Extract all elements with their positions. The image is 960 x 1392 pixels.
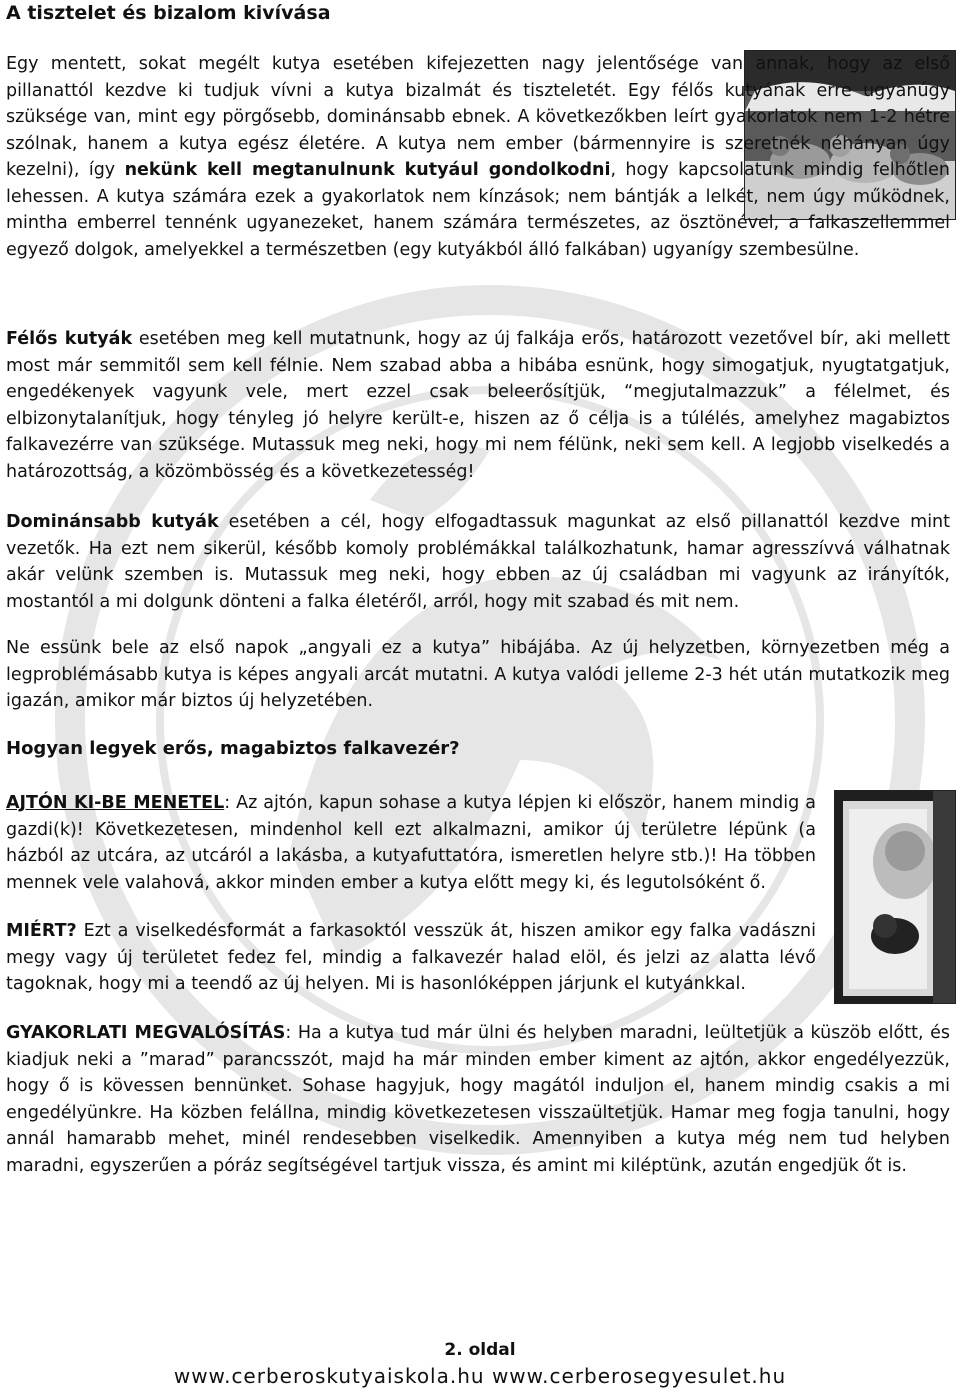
paragraph-first-days: Ne essünk bele az első napok „angyali ez a kutya” hibájába. Az új helyzetben, környezetben még a legproblémásabb kutya is képes angyali arcát mutatni. A kutya valódi jelleme 2-3 hét után mutatkozik meg igazán, amikor már biztos új helyzetében. xyxy=(6,638,950,711)
fearful-dogs-bold: Félős kutyák xyxy=(6,329,133,349)
practice-label: GYAKORLATI MEGVALÓSÍTÁS xyxy=(6,1023,286,1043)
dominant-dogs-bold: Dominánsabb kutyák xyxy=(6,512,219,532)
why-label: MIÉRT? xyxy=(6,921,77,941)
paragraph-dominant-dogs xyxy=(6,509,950,615)
paragraph-why xyxy=(6,918,816,998)
paragraph-fearful-dogs xyxy=(6,326,950,485)
why-text: Ezt a viselkedésformát a farkasoktól vesszük át, hiszen amikor egy falka vadászni megy vagy új területet fedez fel, mindig a falkavezér halad elöl, és jelzi az alatta lévő tagoknak, hogy mi a teendő az új helyen. Mi is hasonlóképpen járjunk el kutyánkkal. xyxy=(6,921,816,994)
dogs-door-image-icon xyxy=(835,791,955,1003)
intro-bold: nekünk kell megtanulnunk kutyául gondolkodni xyxy=(124,160,611,180)
intro-text-2: , hogy kapcsolatunk mindig felhőtlen lehessen. A kutya számára ezek a gyakorlatok nem kínzások; nem bántják a lelkét, nem úgy működnek, mintha emberrel tennénk ugyanezeket, hanem számára természetes, az ösztönével, a falkaszellemmel egyező dolgok, amelyekkel a természetben (egy kutyákból álló falkában) ugyanígy szembesülne. xyxy=(6,160,950,260)
page-number: 2. oldal xyxy=(444,1340,516,1360)
paragraph-intro xyxy=(6,51,950,263)
dominant-dogs-text: esetében a cél, hogy elfogadtassuk magunkat az első pillanattól kezdve mint vezetők. Ha ezt nem sikerül, később komoly problémákkal találkozhatunk, hamar agresszívvá válhatnak akár velünk szemben is. Mutassuk meg neki, hogy ebben az új családban mi vagyunk az irányítók, mostantól a mi dolgunk dönteni a falka életéről, arról, hogy mit szabad és mit nem. xyxy=(6,512,951,612)
dogs-door-photo xyxy=(834,790,956,1004)
page-title: A tisztelet és bizalom kivívása xyxy=(6,2,331,24)
footer-urls: www.cerberoskutyaiskola.hu www.cerberosegyesulet.hu xyxy=(173,1364,787,1388)
paragraph-practice xyxy=(6,1020,950,1179)
practice-text: : Ha a kutya tud már ülni és helyben maradni, leültetjük a küszöb előtt, és kiadjuk neki a ”marad” parancsszót, majd ha már minden ember kiment az ajtón, akkor engedélyezzük, hogy ő is kövessen bennünket. Sohase hagyjuk, hogy magától induljon el, hanem mindig csakis a mi engedélyünkre. Ha közben felállna, mindig következetesen visszaültetjük. Hamar meg fogja tanulni, hogy annál hamarabb mehet, minél rendesebben viselkedik. Amennyiben a kutya még nem tud helyben maradni, egyszerűen a póráz segítségével tartjuk vissza, és amint mi kiléptünk, azután engedjük őt is. xyxy=(6,1023,950,1176)
section-subheading: Hogyan legyek erős, magabiztos falkavezér? xyxy=(6,738,460,759)
door-exit-text: : Az ajtón, kapun sohase a kutya lépjen ki először, hanem mindig a gazdi(k)! Következetesen, mindenhol kell ezt alkalmazni, amikor új területre lépünk (a házból az utcára, az utcáról a lakásba, a kutyafuttatóra, ismeretlen helyre stb.)! Ha többen mennek vele valahová, akkor minden ember a kutya előtt megy ki, és legutolsóként ő. xyxy=(6,793,816,893)
door-exit-label: AJTÓN KI-BE MENETEL xyxy=(6,793,225,813)
intro-text-1: Egy mentett, sokat megélt kutya esetében kifejezetten nagy jelentősége van annak, hogy az első pillanattól kezdve ki tudjuk vívni a kutya bizalmát és tiszteletét. Egy félős kutyának erre ugyanúgy szüksége van, mint egy pörgősebb, dominánsabb ebnek. A következőkben leírt gyakorlatok nem 1-2 hétre szólnak, hanem a kutya egész életére. A kutya nem ember (bármennyire is szeretnék néhányan úgy kezelni), így xyxy=(6,54,950,180)
paragraph-door-exit xyxy=(6,790,816,896)
fearful-dogs-text: esetében meg kell mutatnunk, hogy az új falkája erős, határozott vezetővel bír, aki mellett most már semmitől sem kell félnie. Nem szabad abba a hibába esnünk, hogy simogatjuk, nyugtatgatjuk, engedékenyek vagyunk vele, mert ezzel csak beleerősítjük, “megjutalmazzuk” a félelmet, és elbizonytalanítjuk, hogy tényleg jó helyre került-e, hiszen az ő célja is a túlélés, amelyhez magabiztos falkavezérre van szüksége. Mutassuk meg neki, hogy mi nem félünk, neki sem kell. A legjobb viselkedés a határozottság, a közömbösség és a következetesség! xyxy=(6,329,950,482)
